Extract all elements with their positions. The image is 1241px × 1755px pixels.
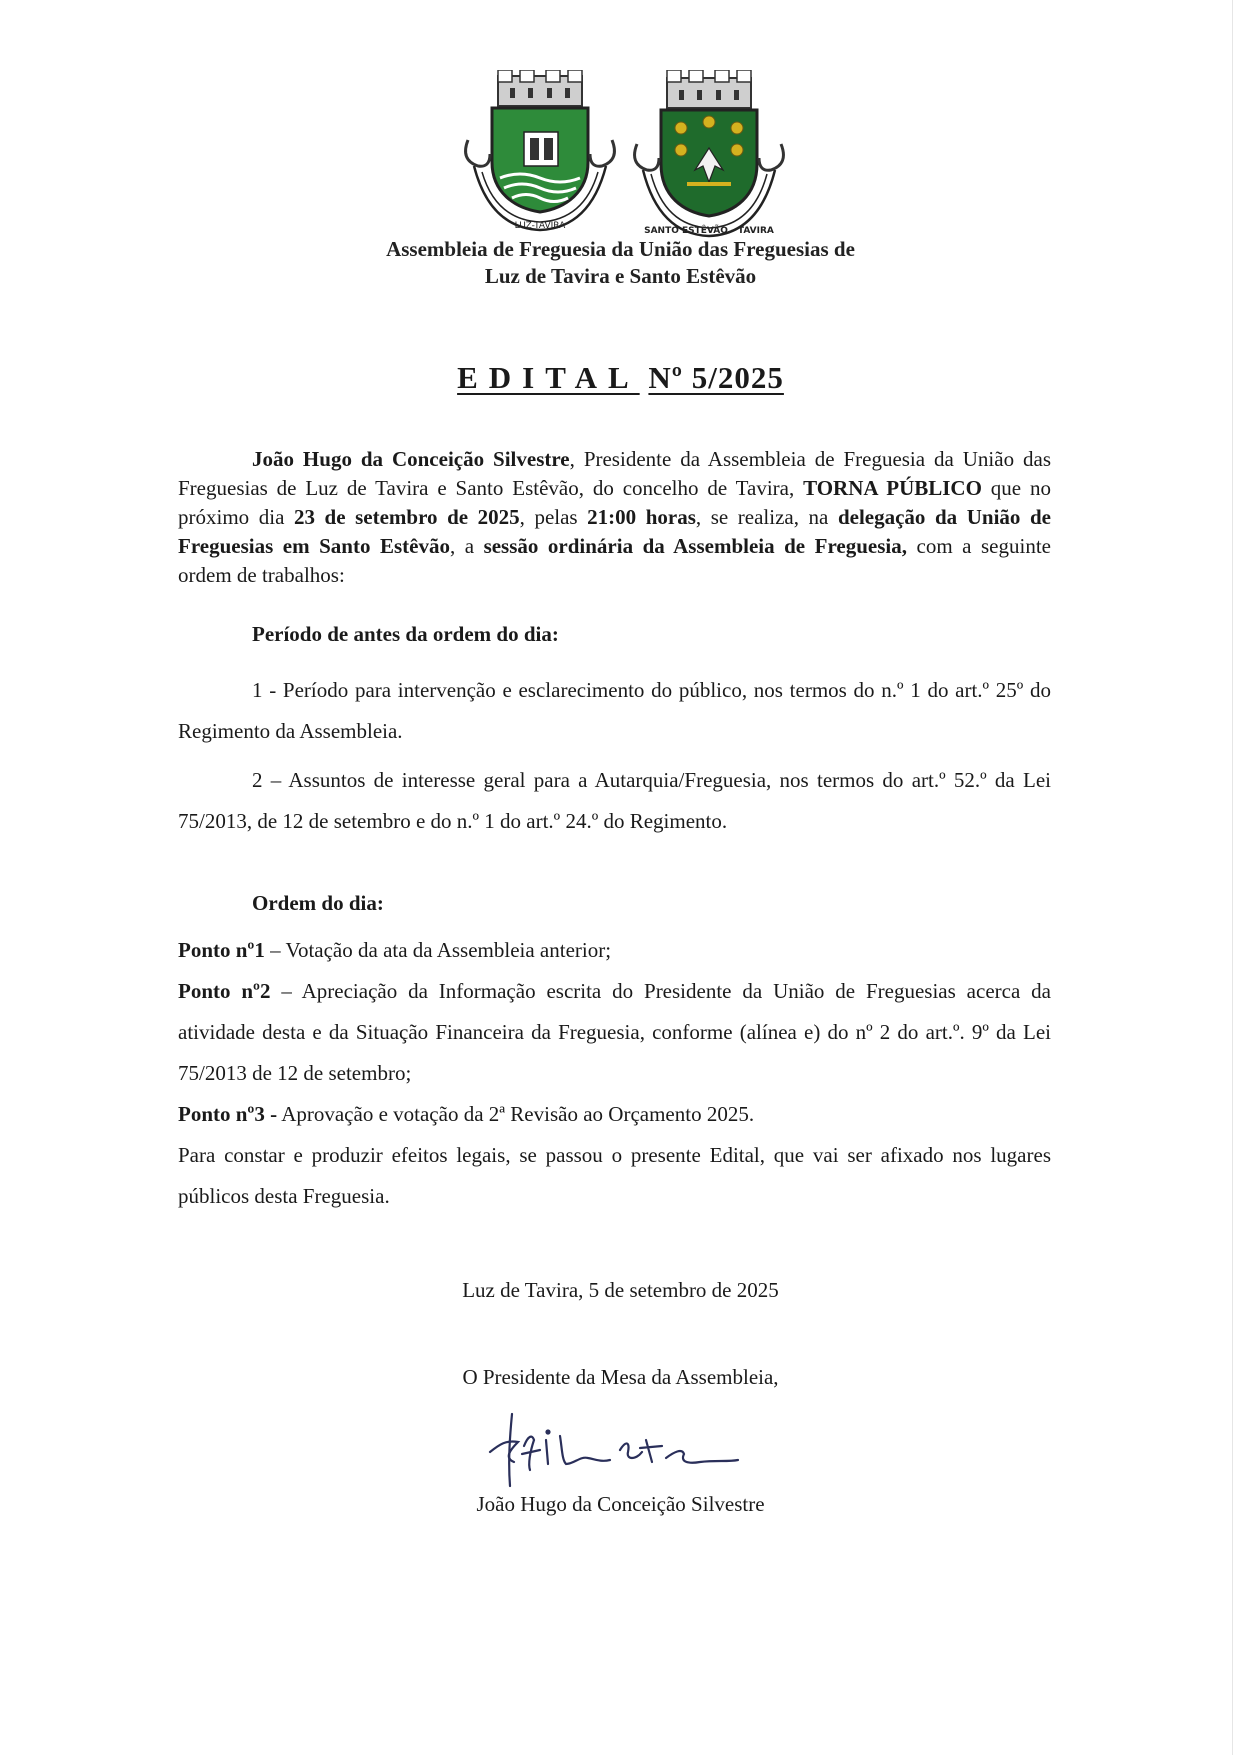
title-word: EDITAL [457, 360, 640, 395]
order-item-text: Aprovação e votação da 2ª Revisão ao Orçamento 2025. [277, 1102, 755, 1126]
torna-publico: TORNA PÚBLICO [803, 476, 982, 500]
svg-text:LUZ-TAVIRA: LUZ-TAVIRA [514, 221, 566, 231]
document-title [0, 360, 1241, 396]
title-number: Nº 5/2025 [648, 360, 784, 395]
order-item-1 [178, 930, 1051, 971]
session-time: 21:00 horas [587, 505, 696, 529]
order-item-text: – Votação da ata da Assembleia anterior; [264, 938, 612, 962]
session-date: 23 de setembro de 2025 [293, 505, 520, 529]
luz-tavira-coat-of-arms-icon [460, 70, 620, 235]
coats-of-arms [460, 70, 790, 240]
closing-paragraph: Para constar e produzir efeitos legais, se passou o presente Edital, que vai ser afixado nos lugares públicos desta Freguesia. [178, 1143, 1051, 1208]
page-edge-divider [1232, 0, 1233, 1755]
signatory-name: João Hugo da Conceição Silvestre [476, 1492, 765, 1516]
order-item-label: Ponto nº2 [178, 979, 271, 1003]
order-item-text: – Apreciação da Informação escrita do Presidente da União de Freguesias acerca da atividade desta e da Situação Financeira da Freguesia, conforme (alínea e) do nº 2 do art.º. 9º da Lei 75/2013 de 12 de setembro; [178, 979, 1051, 1085]
order-heading: Ordem do dia: [252, 891, 384, 915]
period-item-1: 1 - Período para intervenção e esclarecimento do público, nos termos do n.º 1 do art.º 25º do Regimento da Assembleia. [178, 678, 1051, 743]
intro-text-2: que no próximo dia [178, 476, 1051, 529]
place-date: Luz de Tavira, 5 de setembro de 2025 [462, 1278, 779, 1302]
intro-text-3: , pelas [519, 505, 588, 529]
period-item-2: 2 – Assuntos de interesse geral para a Autarquia/Freguesia, nos termos do art.º 52.º da Lei 75/2013, de 12 de setembro e do n.º 1 do art.º 24.º do Regimento. [178, 768, 1051, 833]
intro-text-5: , a [449, 534, 484, 558]
intro-text-4: , se realiza, na [695, 505, 838, 529]
order-item-3 [178, 1094, 1051, 1135]
session-place: delegação da União de Freguesias em Santo Estêvão [178, 505, 1051, 558]
session-type: sessão ordinária da Assembleia de Freguesia, [483, 534, 907, 558]
period-heading: Período de antes da ordem do dia: [252, 622, 559, 646]
header-line-2: Luz de Tavira e Santo Estêvão [484, 264, 757, 288]
header-line-1: Assembleia de Freguesia da União das Freguesias de [386, 237, 855, 261]
intro-text-6: com a seguinte ordem de trabalhos: [178, 534, 1051, 587]
order-item-2 [178, 971, 1051, 1094]
order-of-day [178, 930, 1051, 1217]
intro-text-1: , Presidente da Assembleia de Freguesia da União das Freguesias de Luz de Tavira e Santo Estêvão, do concelho de Tavira, [178, 447, 1051, 500]
svg-text:SANTO ESTÊVÃO - TAVIRA: SANTO ESTÊVÃO - TAVIRA [644, 226, 774, 236]
santo-estevao-coat-of-arms-icon [625, 70, 790, 240]
intro-paragraph [178, 445, 1051, 590]
order-item-label: Ponto nº1 [178, 938, 265, 962]
president-name: João Hugo da Conceição Silvestre [252, 447, 570, 471]
order-item-label: Ponto nº3 - [178, 1102, 278, 1126]
signatory-title: O Presidente da Mesa da Assembleia, [462, 1365, 779, 1389]
handwritten-signature-icon [470, 1400, 750, 1490]
